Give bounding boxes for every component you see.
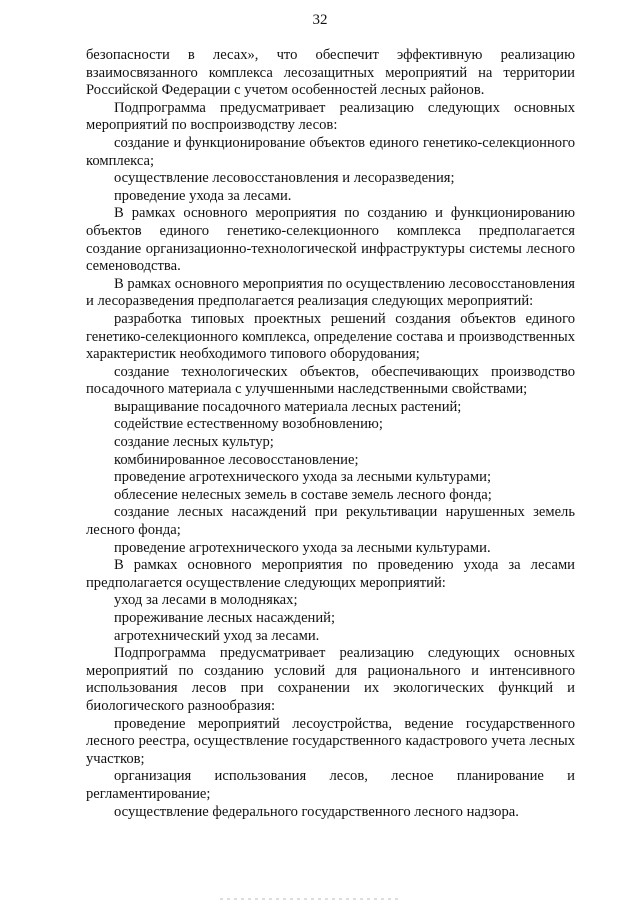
paragraph-11: содействие естественному возобновлению;: [114, 416, 383, 433]
paragraph-10: выращивание посадочного материала лесных растений;: [114, 398, 462, 415]
paragraph-5: проведение ухода за лесами.: [114, 187, 292, 204]
paragraph-3: создание и функционирование объектов единого генетико-селекционного комплекса;: [86, 134, 575, 169]
paragraph-19: уход за лесами в молодняках;: [114, 592, 298, 609]
paragraph-6: В рамках основного мероприятия по созданию и функционированию объектов единого генетико-селекционного комплекса предполагается создание организационно-технологической инфраструктуры системы лесного семеноводства.: [86, 205, 575, 275]
paragraph-7: В рамках основного мероприятия по осуществлению лесовосстановления и лесоразведения предполагается реализация следующих мероприятий:: [86, 275, 575, 310]
paragraph-24: организация использования лесов, лесное планирование и регламентирование;: [86, 768, 575, 802]
paragraph-4: осуществление лесовосстановления и лесоразведения;: [114, 170, 455, 187]
paragraph-2: Подпрограмма предусматривает реализацию следующих основных мероприятий по воспроизводству лесов:: [86, 99, 575, 134]
paragraph-9: создание технологических объектов, обеспечивающих производство посадочного материала с улучшенными наследственными свойствами;: [86, 363, 575, 398]
paragraph-14: проведение агротехнического ухода за лесными культурами;: [114, 469, 491, 486]
paragraph-12: создание лесных культур;: [114, 434, 274, 451]
paragraph-21: агротехнический уход за лесами.: [114, 627, 320, 644]
paragraph-13: комбинированное лесовосстановление;: [114, 451, 359, 468]
paragraph-15: облесение нелесных земель в составе земель лесного фонда;: [114, 486, 492, 503]
paragraph-20: прореживание лесных насаждений;: [114, 610, 336, 626]
page-number: 32: [312, 12, 328, 28]
paragraph-18: В рамках основного мероприятия по проведению ухода за лесами предполагается осуществление следующих мероприятий:: [86, 557, 575, 591]
scan-artifact: [220, 898, 400, 900]
paragraph-1: безопасности в лесах», что обеспечит эффективную реализацию взаимосвязанного комплекса лесозащитных мероприятий на территории Российской Федерации с учетом особенностей лесных районов.: [86, 47, 575, 99]
paragraph-16: создание лесных насаждений при рекультивации нарушенных земель лесного фонда;: [86, 504, 575, 539]
paragraph-17: проведение агротехнического ухода за лесными культурами.: [114, 539, 491, 556]
paragraph-8: разработка типовых проектных решений создания объектов единого генетико-селекционного комплекса, определение состава и производственных характеристик необходимого типового оборудования;: [86, 310, 575, 363]
document-body: [86, 47, 575, 821]
paragraph-23: проведение мероприятий лесоустройства, ведение государственного лесного реестра, осуществление государственного кадастрового учета лесных участков;: [86, 715, 575, 767]
paragraph-22: Подпрограмма предусматривает реализацию следующих основных мероприятий по созданию условий для рационального и интенсивного использования лесов при сохранении их экологических функций и биологического разнообразия:: [86, 645, 575, 714]
paragraph-25: осуществление федерального государственного лесного надзора.: [114, 803, 519, 820]
